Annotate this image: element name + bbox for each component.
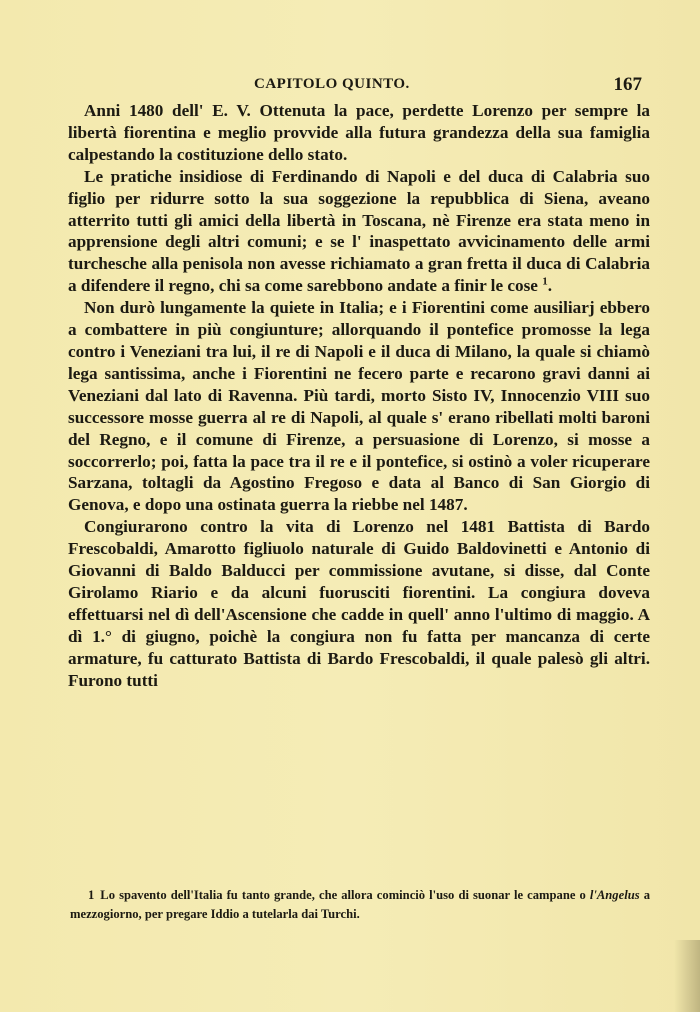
footnote-paragraph [70,886,650,924]
footnote-reference: 1 [542,275,548,288]
body-text [68,100,650,691]
page-header [68,74,648,98]
footnote-italic: l'Angelus [589,888,640,902]
footnote-marker: 1 [88,888,95,902]
page-number: 167 [613,74,642,95]
paragraph [68,166,650,297]
running-title: CAPITOLO QUINTO. [254,76,410,92]
paragraph: Anni 1480 dell' E. V. Ottenuta la pace, perdette Lorenzo per sempre la libertà fiorentina e meglio provvide alla futura grandezza della sua famiglia calpestando la costituzione dello stato. [68,101,650,164]
paragraph: Non durò lungamente la quiete in Italia; e i Fiorentini come ausiliarj ebbero a combattere in più congiunture; allorquando il pontefice promosse la lega contro i Veneziani tra lui, il re di Napoli e il duca di Milano, la quale si chiamò lega santissima, anche i Fiorentini ne fecero parte e recarono gravi danni ai Veneziani dal lato di Ravenna. Più tardi, morto Sisto IV, Innocenzio VIII suo successore mosse guerra al re di Napoli, al quale s' erano ribellati molti baroni del Regno, e il comune di Firenze, a persuasione di Lorenzo, si mosse a soccorrerlo; poi, fatta la pace tra il re e il pontefice, si ostinò a voler ricuperare Sarzana, toltagli da Agostino Fregoso e data al Banco di San Giorgio di Genova, e dopo una ostinata guerra la riebbe nel 1487. [68,298,650,515]
footnote-reference-tail: . [547,276,553,296]
footnote-text-after: a mezzogiorno, per pregare Iddio a tutelarla dai Turchi. [70,888,650,921]
paragraph-text: Le pratiche insidiose di Ferdinando di Napoli e del duca di Calabria suo figlio per ridurre sotto la sua soggezione la repubblica di Siena, aveano atterrito tutti gli amici della libertà in Toscana, nè Firenze era stata meno in apprensione degli altri comuni; e se l' inaspettato avvicinamento delle armi turchesche alla penisola non avesse richiamato a gran fretta il duca di Calabria a difendere il regno, chi sa come sarebbono andate a finir le cose [68,166,650,296]
footnote-text-before: Lo spavento dell'Italia fu tanto grande, che allora cominciò l'uso di suonar le campane o [100,888,586,902]
page-edge-shadow [674,940,700,1012]
footnote [70,886,650,924]
paragraph: Congiurarono contro la vita di Lorenzo nel 1481 Battista di Bardo Frescobaldi, Amarotto figliuolo naturale di Guido Baldovinetti e Antonio di Giovanni di Baldo Balducci per commissione avutane, si disse, dal Conte Girolamo Riario e da alcuni fuorusciti fiorentini. La congiura doveva effettuarsi nel dì dell'Ascensione che cadde in quell' anno l'ultimo di maggio. A dì 1.° di giugno, poichè la congiura non fu fatta per mancanza di certe armature, fu catturato Battista di Bardo Frescobaldi, il quale palesò gli altri. Furono tutti [68,517,650,690]
